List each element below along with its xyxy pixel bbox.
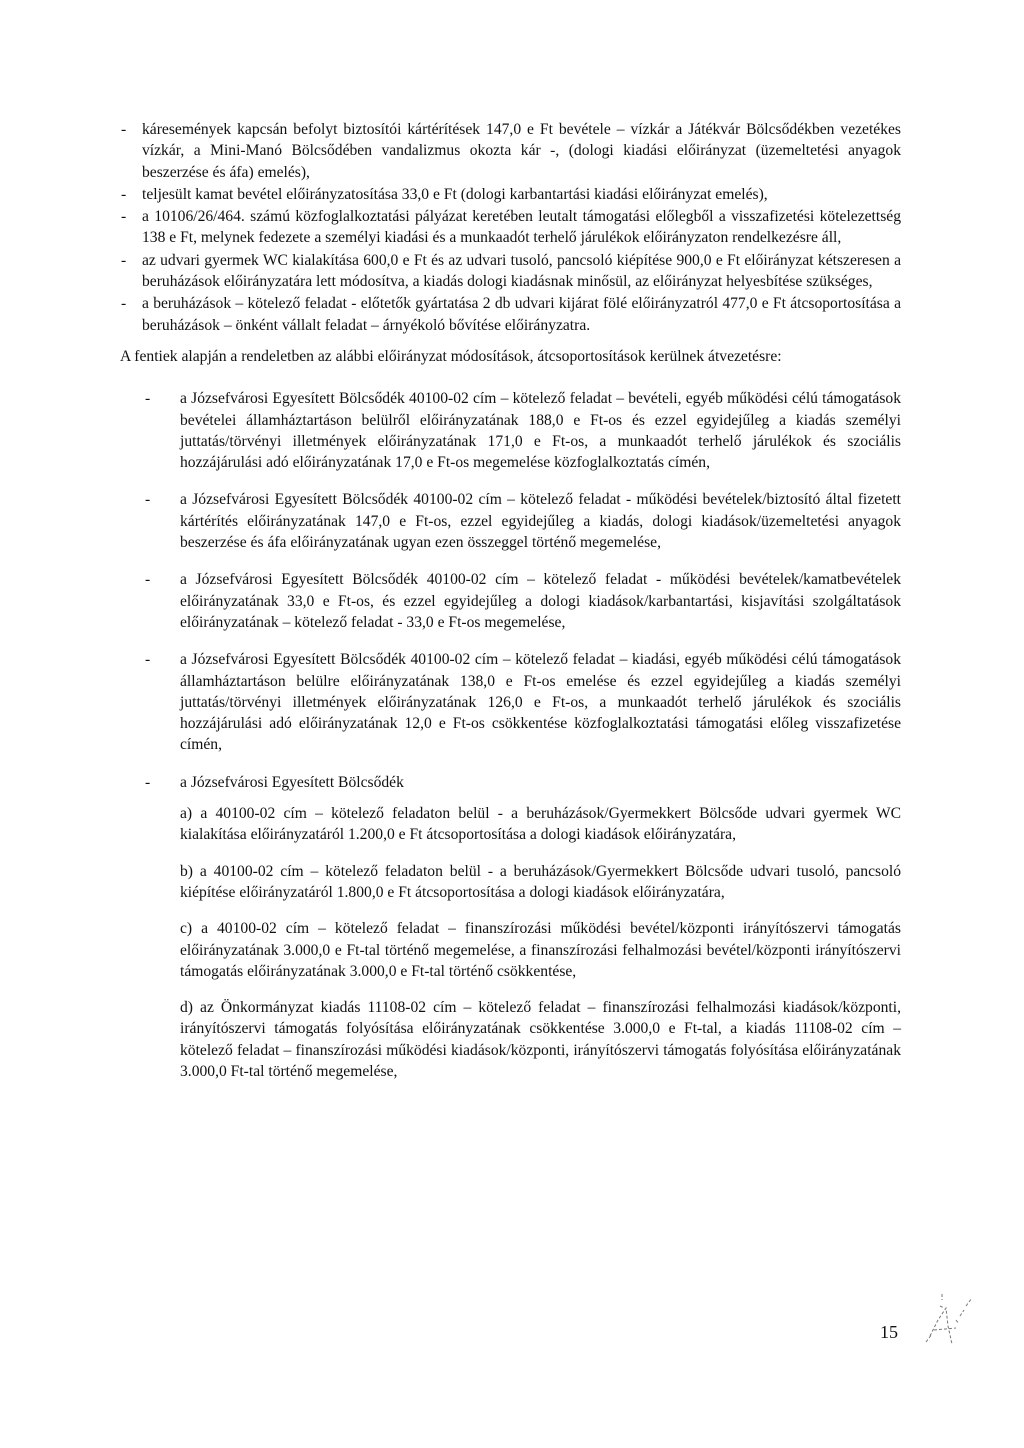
reasons-list bbox=[120, 119, 901, 336]
sub-items bbox=[180, 803, 901, 1082]
list-item-intro: a Józsefvárosi Egyesített Bölcsődék bbox=[180, 773, 404, 791]
list-item-with-subitems bbox=[145, 772, 901, 1083]
sub-item-c: c) a 40100-02 cím – kötelező feladat – finanszírozási működési bevétel/központi irányítószervi támogatás előirányzatának 3.000,0 e Ft-tal történő megemelése, a finanszírozási felhalmozási bevétel/központi irányítószervi támogatás előirányzatának 3.000,0 e Ft-tal történő csökkentése, bbox=[180, 920, 901, 980]
modifications-list bbox=[120, 388, 901, 1082]
list-item: - a Józsefvárosi Egyesített Bölcsődék 40100-02 cím – kötelező feladat – bevételi, egyéb működési célú támogatások bevételei államháztartáson belülről előirányzatának 188,0 e Ft-os és ezzel egyidejűleg a kiadás személyi juttatás/törvényi illetmények előirányzatának 171,0 e Ft-os, a munkaadót terhelő járulékok és szociális hozzájárulási adó előirányzatának 17,0 e Ft-os megemelése közfoglalkoztatás címén, bbox=[145, 388, 901, 473]
sub-item-d: d) az Önkormányzat kiadás 11108-02 cím – kötelező feladat – finanszírozási felhalmozási kiadások/központi, irányítószervi támogatás folyósítása előirányzatának csökkentése 3.000,0 e Ft-tal, a kiadás 11108-02 cím – kötelező feladat – finanszírozási működési kiadások/központi, irányítószervi támogatás folyósítása előirányzatának 3.000,0 Ft-tal történő megemelése, bbox=[180, 999, 901, 1080]
list-item: - a Józsefvárosi Egyesített Bölcsődék 40100-02 cím – kötelező feladat - működési bevételek/biztosító által fizetett kártérítés előirányzatának 147,0 e Ft-os, ezzel egyidejűleg a kiadás, dologi kiadások/üzemeltetési anyagok beszerzése és áfa előirányzatának ugyan ezen összeggel történő megemelése, bbox=[145, 489, 901, 553]
body-text bbox=[120, 119, 901, 1098]
list-item: - a 10106/26/464. számú közfoglalkoztatási pályázat keretében leutalt támogatási előlegből a visszafizetési kötelezettség 138 e Ft, melynek fedezete a személyi kiadási és a munkaadót terhelő járulékok előirányzaton rendelkezésre áll, bbox=[120, 206, 901, 249]
handwritten-initials-icon bbox=[912, 1286, 982, 1356]
summary-paragraph: A fentiek alapján a rendeletben az alábbi előirányzat módosítások, átcsoportosítások kerülnek átvezetésre: bbox=[120, 347, 782, 365]
sub-item-a: a) a 40100-02 cím – kötelező feladaton belül - a beruházások/Gyermekkert Bölcsőde udvari gyermek WC kialakítása előirányzatáról 1.200,0 e Ft átcsoportosítása a dologi kiadások előirányzatára, bbox=[180, 805, 901, 844]
list-item: - a beruházások – kötelező feladat - előtetők gyártatása 2 db udvari kijárat fölé előirányzatról 477,0 e Ft átcsoportosítása a beruházások – önként vállalt feladat – árnyékoló bővítése előirányzatra. bbox=[120, 293, 901, 336]
list-item: - a Józsefvárosi Egyesített Bölcsődék 40100-02 cím – kötelező feladat – kiadási, egyéb működési célú támogatások államháztartáson belülre előirányzatának 138,0 e Ft-os emelése és ezzel egyidejűleg a kiadás személyi juttatás/törvényi illetmények előirányzatának 126,0 e Ft-os, a munkaadót terhelő járulékok és szociális hozzájárulási adó előirányzatának 12,0 e Ft-os csökkentése közfoglalkoztatási támogatási előleg visszafizetése címén, bbox=[145, 649, 901, 755]
list-item: - az udvari gyermek WC kialakítása 600,0 e Ft és az udvari tusoló, pancsoló kiépítése 900,0 e Ft előirányzat kétszeresen a beruházások előirányzatára lett módosítva, a kiadás dologi kiadásnak minősül, az előirányzat helyesbítése szükséges, bbox=[120, 250, 901, 293]
sub-item-b: b) a 40100-02 cím – kötelező feladaton belül - a beruházások/Gyermekkert Bölcsőde udvari tusoló, pancsoló kiépítése előirányzatáról 1.800,0 e Ft átcsoportosítása a dologi kiadások előirányzatára, bbox=[180, 862, 901, 901]
page-number: 15 bbox=[880, 1322, 898, 1342]
list-item: - a Józsefvárosi Egyesített Bölcsődék 40100-02 cím – kötelező feladat - működési bevételek/kamatbevételek előirányzatának 33,0 e Ft-os, és ezzel egyidejűleg a dologi kiadások/karbantartási, kisjavítási szolgáltatások előirányzatának – kötelező feladat - 33,0 e Ft-os megemelése, bbox=[145, 569, 901, 633]
list-item: - teljesült kamat bevétel előirányzatosítása 33,0 e Ft (dologi karbantartási kiadási előirányzat emelés), bbox=[120, 184, 901, 205]
list-item: - káresemények kapcsán befolyt biztosítói kártérítések 147,0 e Ft bevétele – vízkár a Játékvár Bölcsődékben vezetékes vízkár, a Mini-Manó Bölcsődében vandalizmus okozta kár -, (dologi kiadási előirányzat (üzemeltetési anyagok beszerzése és áfa) emelés), bbox=[120, 119, 901, 183]
